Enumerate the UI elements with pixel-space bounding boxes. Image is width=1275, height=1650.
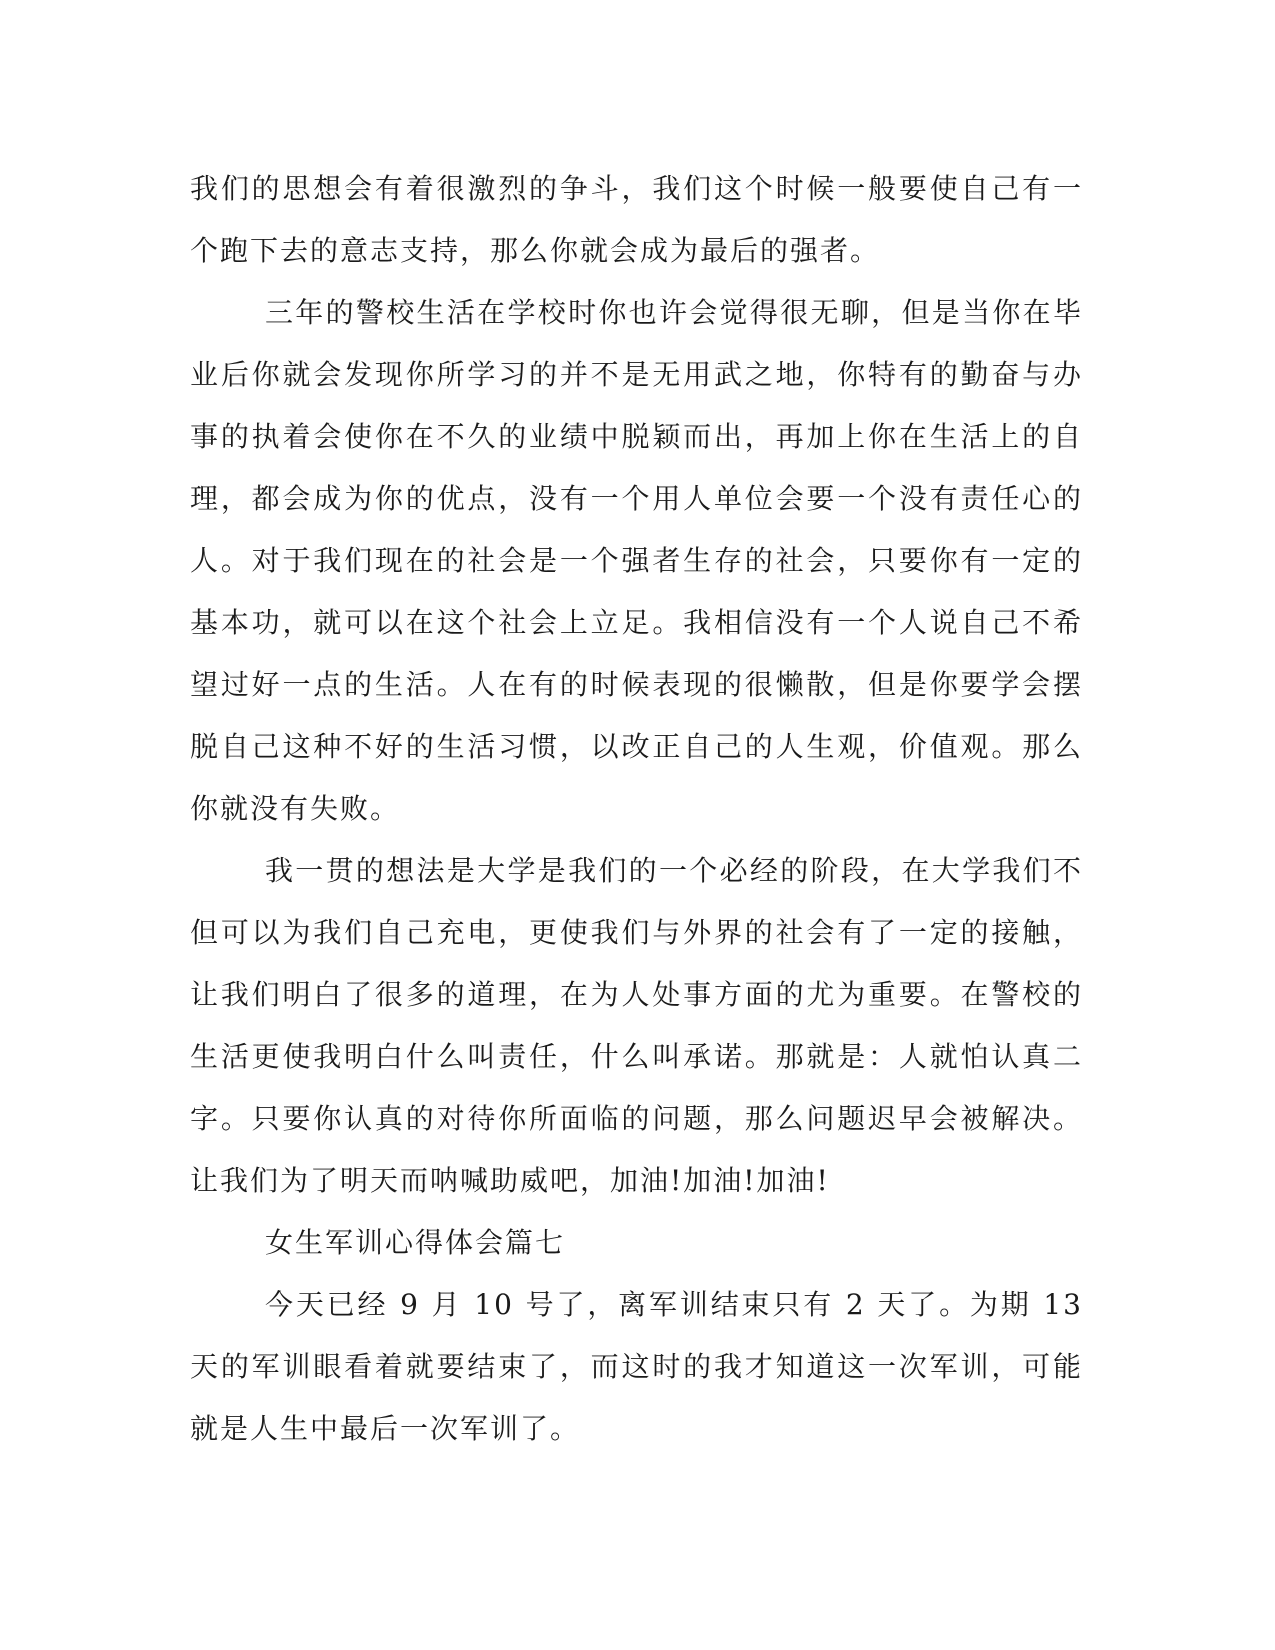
- section-heading: 女生军训心得体会篇七: [265, 1226, 566, 1259]
- document-body: [190, 158, 1083, 1460]
- paragraph-military-training: 今天已经 9 月 10 号了，离军训结束只有 2 天了。为期 13 天的军训眼看着就要结束了，而这时的我才知道这一次军训，可能就是人生中最后一次军训了。: [190, 1288, 1083, 1445]
- paragraph-university-stage: 我一贯的想法是大学是我们的一个必经的阶段，在大学我们不但可以为我们自己充电，更使我们与外界的社会有了一定的接触，让我们明白了很多的道理，在为人处事方面的尤为重要。在警校的生活更使我明白什么叫责任，什么叫承诺。那就是：人就怕认真二字。只要你认真的对待你所面临的问题，那么问题迟早会被解决。让我们为了明天而呐喊助威吧，加油!加油!加油!: [190, 854, 1083, 1197]
- paragraph-continuation: 我们的思想会有着很激烈的争斗，我们这个时候一般要使自己有一个跑下去的意志支持，那么你就会成为最后的强者。: [190, 172, 1083, 267]
- paragraph-police-school-life: 三年的警校生活在学校时你也许会觉得很无聊，但是当你在毕业后你就会发现你所学习的并不是无用武之地，你特有的勤奋与办事的执着会使你在不久的业绩中脱颖而出，再加上你在生活上的自理，都会成为你的优点，没有一个用人单位会要一个没有责任心的人。对于我们现在的社会是一个强者生存的社会，只要你有一定的基本功，就可以在这个社会上立足。我相信没有一个人说自己不希望过好一点的生活。人在有的时候表现的很懒散，但是你要学会摆脱自己这种不好的生活习惯，以改正自己的人生观，价值观。那么你就没有失败。: [190, 296, 1083, 825]
